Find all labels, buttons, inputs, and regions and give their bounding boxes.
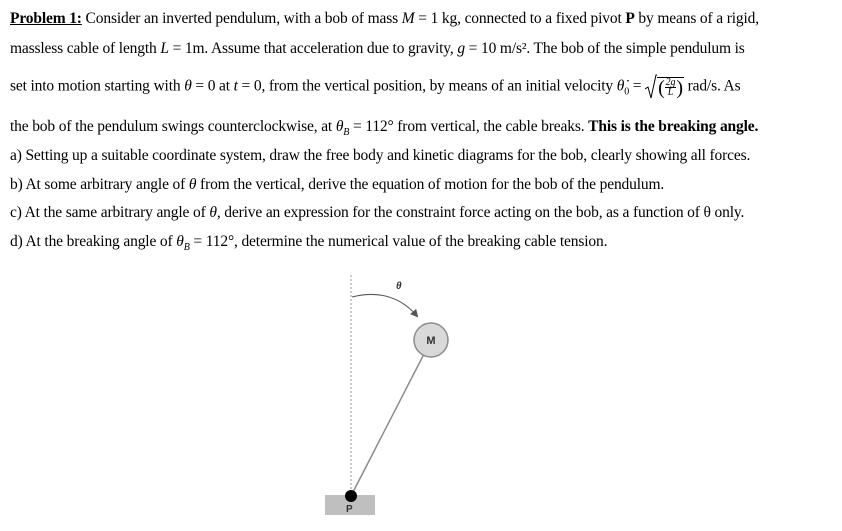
pivot-point bbox=[345, 490, 357, 502]
problem-line-1: Problem 1: Consider an inverted pendulum, with a bob of mass M = 1 kg, connected to a fixed pivot P by means of a rigid, bbox=[10, 10, 759, 27]
theta-label: θ bbox=[396, 281, 402, 292]
pivot-label: P bbox=[346, 504, 353, 515]
item-c: c) At the same arbitrary angle of θ, derive an expression for the constraint force acting on the bob, as a function of θ only. bbox=[10, 204, 745, 221]
breaking-angle-note: This is the breaking angle. bbox=[588, 118, 759, 135]
problem-line-4: the bob of the pendulum swings counterclockwise, at $\theta_B = 112^\circ$ from vertical, the cable breaks. This is the breaking angle. bbox=[10, 118, 759, 139]
problem-line-3: set into motion starting with θ = 0 at t = 0, from the vertical position, by means of an initial velocity $\thetȧ_0$ = ( $\frac{2g}{L}$ ) rad/s. As bbox=[10, 74, 741, 100]
theta-dot-symbol: θ̇ bbox=[616, 77, 625, 95]
item-a: a) Setting up a suitable coordinate system, draw the free body and kinetic diagrams for the bob, clearly showing all forces. bbox=[10, 147, 751, 164]
pendulum-rod bbox=[351, 352, 425, 496]
sqrt-expression: ( $\frac{2g}{L}$ ) bbox=[645, 74, 684, 100]
item-d: d) At the breaking angle of $\theta_B = 112^\circ$, determine the numerical value of the breaking cable tension. bbox=[10, 233, 608, 254]
bob-label: M bbox=[426, 335, 436, 347]
theta-arc-arrow bbox=[352, 294, 417, 316]
problem-label: Problem 1: bbox=[10, 10, 82, 27]
problem-line-2: massless cable of length L = 1m. Assume that acceleration due to gravity, g = 10 m/s². The bob of the simple pendulum is bbox=[10, 40, 745, 57]
item-b: b) At some arbitrary angle of θ from the vertical, derive the equation of motion for the bob of the pendulum. bbox=[10, 176, 665, 193]
fraction-2g-over-L: $\frac{2g}{L}$ bbox=[665, 77, 676, 98]
